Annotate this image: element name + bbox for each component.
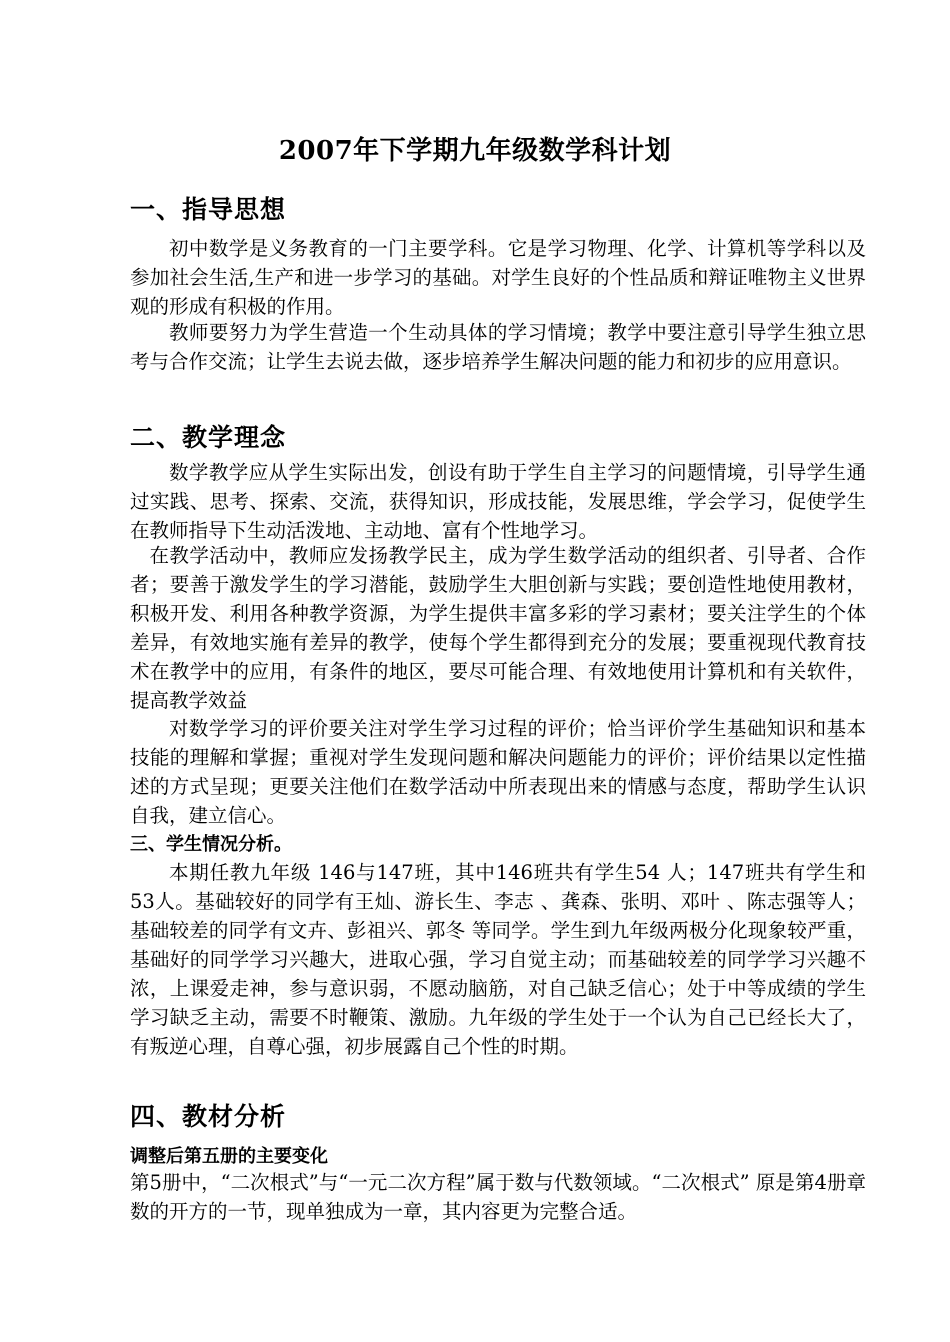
section-heading-teaching-philosophy: 二、教学理念 [130, 423, 287, 452]
subheading-volume-five-changes: 调整后第五册的主要变化 [130, 1146, 328, 1167]
document-title: 2007年下学期九年级数学科计划 [278, 136, 672, 166]
paragraph: 在教学活动中，教师应发扬教学民主，成为学生数学活动的组织者、引导者、合作者；要善于激发学生的学习潜能，鼓励学生大胆创新与实践；要创造性地使用教材，积极开发、利用各种教学资源，为学生提供丰富多彩的学习素材；要关注学生的个体差异，有效地实施有差异的教学，使每个学生都得到充分的发展；要重视现代教育技术在教学中的应用，有条件的地区，要尽可能合理、有效地使用计算机和有关软件，提高教学效益 [130, 544, 866, 712]
paragraph: 对数学学习的评价要关注对学生学习过程的评价；恰当评价学生基础知识和基本技能的理解和掌握；重视对学生发现问题和解决问题能力的评价；评价结果以定性描述的方式呈现；更要关注他们在数学活动中所表现出来的情感与态度，帮助学生认识自我，建立信心。 [130, 717, 866, 827]
paragraph: 教师要努力为学生营造一个生动具体的学习情境；教学中要注意引导学生独立思考与合作交流；让学生去说去做，逐步培养学生解决问题的能力和初步的应用意识。 [130, 321, 866, 373]
section-heading-student-analysis: 三、学生情况分析。 [130, 834, 292, 855]
paragraph: 本期任教九年级 146与147班，其中146班共有学生54 人；147班共有学生和53人。基础较好的同学有王灿、游长生、李志 、龚森、张明、邓叶 、陈志强等人；基础较差的同学有文卉、彭祖兴、郭冬 等同学。学生到九年级两极分化现象较严重，基础好的同学学习兴趣大，进取心强，学习自觉主动；而基础较差的同学学习兴趣不浓，上课爱走神，参与意识弱，不愿动脑筋，对自己缺乏信心；处于中等成绩的学生学习缺乏主动，需要不时鞭策、激励。九年级的学生处于一个认为自己已经长大了，有叛逆心理，自尊心强，初步展露自己个性的时期。 [130, 861, 866, 1058]
section-heading-guiding-thought: 一、指导思想 [130, 195, 287, 224]
paragraph: 数学教学应从学生实际出发，创设有助于学生自主学习的问题情境，引导学生通过实践、思考、探索、交流，获得知识，形成技能，发展思维，学会学习，促使学生在教师指导下生动活泼地、主动地、富有个性地学习。 [130, 461, 866, 542]
paragraph: 初中数学是义务教育的一门主要学科。它是学习物理、化学、计算机等学科以及参加社会生活,生产和进一步学习的基础。对学生良好的个性品质和辩证唯物主义世界观的形成有积极的作用。 [130, 237, 866, 318]
paragraph: 第5册中，“二次根式”与“一元二次方程”属于数与代数领域。“二次根式” 原是第4册章数的开方的一节，现单独成为一章，其内容更为完整合适。 [130, 1171, 866, 1223]
section-heading-textbook-analysis: 四、教材分析 [130, 1102, 287, 1131]
